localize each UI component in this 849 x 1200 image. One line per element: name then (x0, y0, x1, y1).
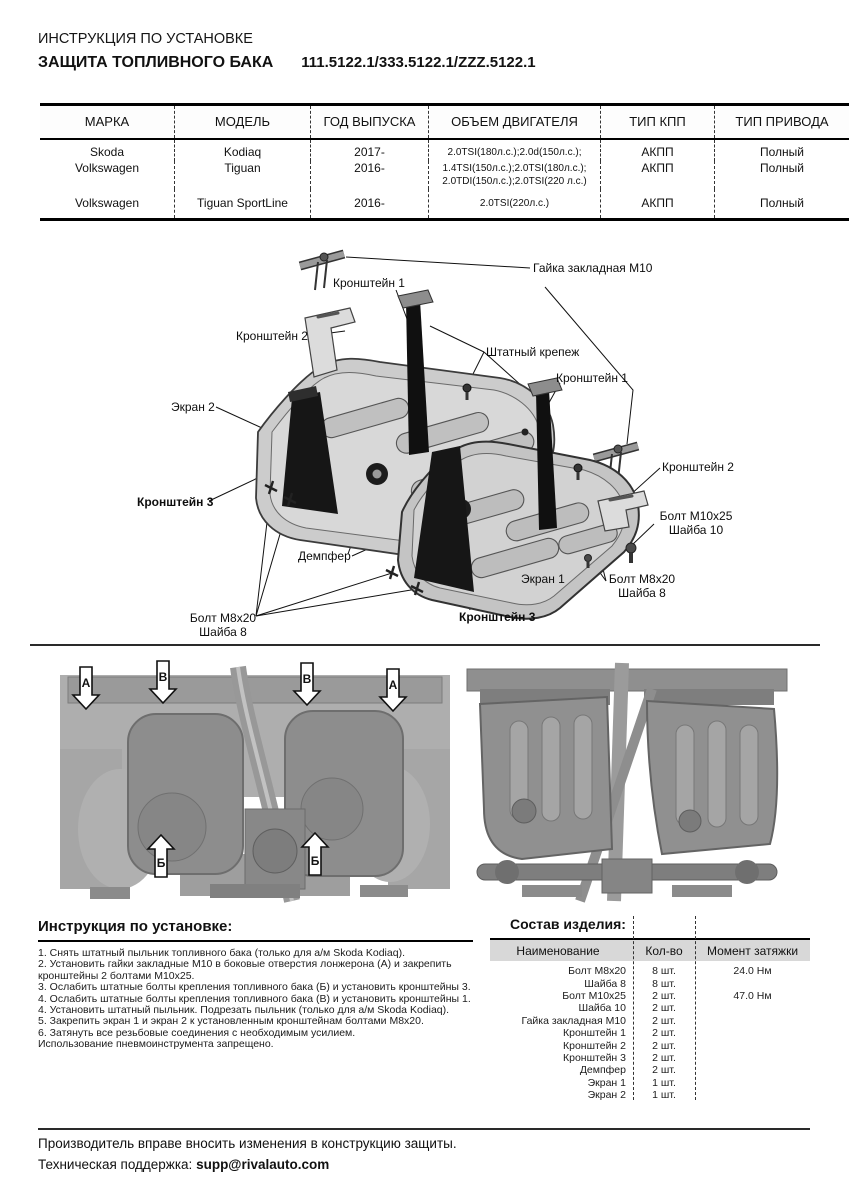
instruction-note: Использование пневмоинструмента запрещено. (38, 1038, 274, 1051)
bolt-m8-right-label-line1: Болт М8х20 (608, 572, 676, 586)
parts-row (490, 1052, 810, 1064)
photo-underbody-markers (60, 659, 450, 905)
bolt-m8-left-label-line1: Болт М8х20 (189, 611, 257, 625)
support-email: supp@rivalauto.com (196, 1157, 330, 1172)
parts-row (490, 1064, 810, 1076)
fitment-header-drive: ТИП ПРИВОДА (715, 105, 849, 140)
part-name: Болт М8х20 (568, 965, 626, 978)
cell-model: Kodiaq (175, 139, 311, 161)
part-qty: 8 шт. (652, 965, 676, 978)
diagram-label-kronshtein1-top: Кронштейн 1 (333, 276, 405, 290)
bolt-m8-right-label-line2: Шайба 8 (618, 586, 666, 600)
cell-engine: 1.4TSI(150л.с.);2.0TSI(180л.с.); 2.0TDI(150л.с.);2.0TSI(220 л.с.) (429, 161, 601, 189)
part-name: Кронштейн 2 (563, 1039, 626, 1052)
diagram-label-kronshtein3-left: Кронштейн 3 (137, 495, 214, 509)
cell-gearbox: АКПП (601, 139, 715, 161)
part-qty: 2 шт. (652, 1039, 676, 1052)
part-numbers: 111.5122.1/333.5122.1/ZZZ.5122.1 (301, 54, 536, 71)
diagram-label-kronshtein2-right: Кронштейн 2 (662, 460, 734, 474)
part-name: Кронштейн 1 (563, 1027, 626, 1040)
parts-row (490, 965, 810, 977)
part-qty: 1 шт. (652, 1089, 676, 1102)
parts-row (490, 1002, 810, 1014)
document-type-heading: ИНСТРУКЦИЯ ПО УСТАНОВКЕ (38, 31, 253, 47)
cell-engine: 2.0TSI(180л.с.);2.0d(150л.с.); (429, 139, 601, 161)
diagram-label-gaika-m10: Гайка закладная М10 (533, 261, 653, 275)
instruction-step: 6. Затянуть все резьбовые соединения с необходимым усилием. (38, 1026, 356, 1039)
cell-gearbox: АКПП (601, 189, 715, 219)
cell-drive: Полный (715, 189, 849, 219)
cell-brand: Skoda (89, 145, 125, 160)
part-name: Кронштейн 3 (563, 1051, 626, 1064)
parts-row (490, 1027, 810, 1039)
part-qty: 2 шт. (652, 1014, 676, 1027)
part-torque: 24.0 Нм (733, 965, 772, 978)
fitment-table (40, 103, 849, 221)
part-torque: 47.0 Нм (733, 989, 772, 1002)
cell-drive: Полный (715, 161, 849, 189)
cell-brand: Volkswagen (74, 161, 140, 176)
installation-instructions (38, 918, 473, 1051)
parts-list (490, 916, 810, 1101)
diagram-label-dempfer: Демпфер (298, 549, 351, 563)
parts-divider-1 (633, 916, 634, 1100)
fitment-header-year: ГОД ВЫПУСКА (311, 105, 429, 140)
diagram-label-shtatny-krepezh: Штатный крепеж (486, 345, 580, 359)
parts-row (490, 1039, 810, 1051)
product-title: ЗАЩИТА ТОПЛИВНОГО БАКА (38, 54, 274, 71)
table-row (40, 161, 849, 189)
diagram-label-kronshtein1-right: Кронштейн 1 (556, 371, 628, 385)
exploded-view-diagram (0, 240, 849, 648)
footer-disclaimer: Производитель вправе вносить изменения в конструкцию защиты. (38, 1136, 457, 1151)
part-name: Шайба 10 (578, 1002, 626, 1015)
cell-model: Tiguan SportLine (175, 189, 311, 219)
cell-gearbox: АКПП (601, 161, 715, 189)
diagram-label-kronshtein3-bottom: Кронштейн 3 (459, 610, 536, 624)
fitment-header-brand: МАРКА (40, 105, 175, 140)
parts-header-torque: Момент затяжки (706, 943, 799, 958)
photo-installed-guards (462, 659, 792, 905)
parts-row (490, 1089, 810, 1101)
footer-support (38, 1157, 329, 1172)
bolt-m10x25-label-line2: Шайба 10 (668, 523, 724, 537)
part-qty: 2 шт. (652, 1027, 676, 1040)
parts-header-qty: Кол-во (645, 943, 683, 958)
diagram-label-bolt-m8-right (592, 572, 692, 600)
support-label: Техническая поддержка: (38, 1157, 193, 1172)
cell-drive: Полный (715, 139, 849, 161)
part-qty: 2 шт. (652, 1064, 676, 1077)
part-qty: 1 шт. (652, 1076, 676, 1089)
svg-text:А: А (81, 676, 91, 690)
instruction-step: 4. Ослабить штатные болты крепления топливного бака (В) и установить кронштейны 1. (38, 992, 471, 1005)
diagram-label-ekran2: Экран 2 (171, 400, 215, 414)
part-qty: 8 шт. (652, 977, 676, 990)
svg-text:Б: Б (310, 854, 320, 868)
part-qty: 2 шт. (652, 1002, 676, 1015)
fitment-header-model: МОДЕЛЬ (175, 105, 311, 140)
cell-year: 2016- (311, 161, 429, 189)
cell-year: 2017- (311, 139, 429, 161)
parts-header-row (490, 938, 810, 961)
instruction-step: 5. Закрепить экран 1 и экран 2 к установленным кронштейнам болтами М8х20. (38, 1015, 424, 1028)
part-qty: 2 шт. (652, 989, 676, 1002)
bolt-m10x25-label-line1: Болт М10х25 (659, 509, 733, 523)
cell-engine: 2.0TSI(220л.с.) (429, 189, 601, 219)
fitment-header-row (40, 105, 849, 140)
diagram-label-bolt-m8-left (173, 611, 273, 639)
diagram-label-kronshtein2-left: Кронштейн 2 (236, 329, 308, 343)
svg-text:А: А (388, 678, 398, 692)
parts-row (490, 1077, 810, 1089)
fitment-header-engine: ОБЪЕМ ДВИГАТЕЛЯ (429, 105, 601, 140)
diagram-drawing (0, 240, 849, 648)
parts-row (490, 990, 810, 1002)
svg-text:Б: Б (156, 856, 166, 870)
parts-row (490, 977, 810, 989)
parts-heading: Состав изделия: (510, 916, 626, 932)
instructions-heading: Инструкция по установке: (38, 918, 473, 942)
parts-header-name: Наименование (516, 943, 600, 958)
fitment-header-gearbox: ТИП КПП (601, 105, 715, 140)
part-qty: 2 шт. (652, 1051, 676, 1064)
part-name: Экран 2 (587, 1089, 626, 1102)
table-row (40, 139, 849, 161)
instruction-step: 3. Ослабить штатные болты крепления топливного бака (Б) и установить кронштейны 3. (38, 981, 471, 994)
cell-model: Tiguan (175, 161, 311, 189)
instruction-step: 4. Установить штатный пыльник. Подрезать пыльник (только для а/м Skoda Kodiaq). (38, 1004, 450, 1017)
part-name: Экран 1 (587, 1076, 626, 1089)
cell-year: 2016- (311, 189, 429, 219)
diagram-label-bolt-m10x25 (640, 509, 752, 537)
diagram-label-ekran1: Экран 1 (521, 572, 565, 586)
footer-separator-line (38, 1128, 810, 1130)
instruction-step: 1. Снять штатный пыльник топливного бака (только для а/м Skoda Kodiaq). (38, 947, 405, 959)
parts-row (490, 1015, 810, 1027)
svg-text:В: В (302, 672, 312, 686)
title-row (38, 54, 536, 72)
table-row (40, 189, 849, 219)
part-name: Демпфер (579, 1064, 626, 1077)
part-name: Болт М10х25 (562, 989, 626, 1002)
parts-rows (490, 965, 810, 1101)
svg-text:В: В (158, 670, 168, 684)
part-name: Шайба 8 (584, 977, 626, 990)
cell-brand: Volkswagen (40, 189, 175, 219)
instruction-step: 2. Установить гайки закладные М10 в боковые отверстия лонжерона (А) и закрепить кронштейны 2 болтами М10х25. (38, 958, 452, 982)
part-name: Гайка закладная М10 (521, 1014, 626, 1027)
parts-divider-2 (695, 916, 696, 1100)
section-separator-line (30, 644, 820, 646)
bolt-m8-left-label-line2: Шайба 8 (199, 625, 247, 639)
